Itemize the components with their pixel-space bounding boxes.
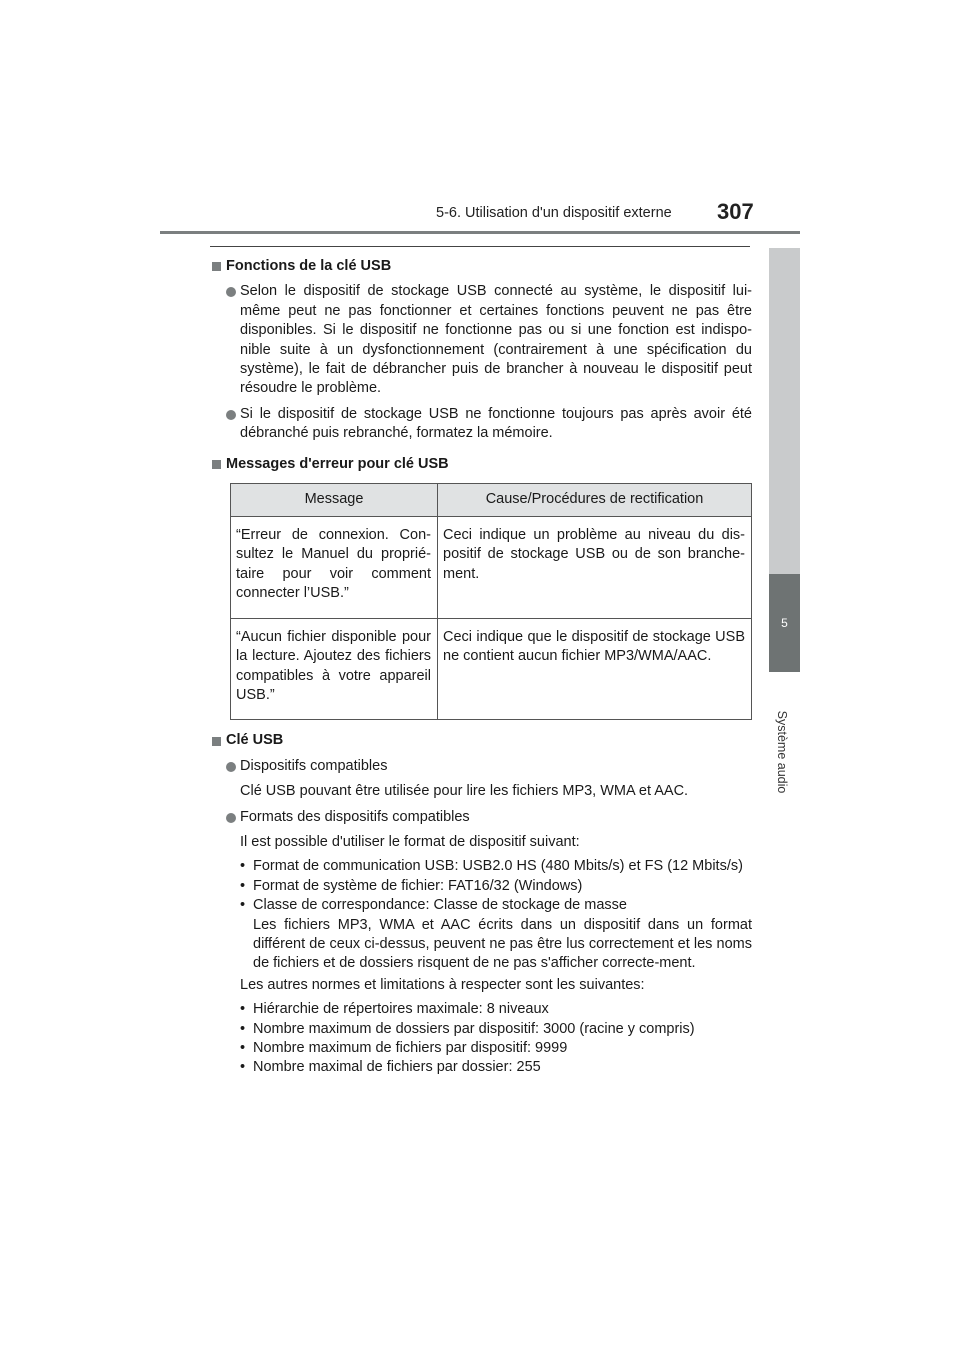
list-item: • Nombre maximal de fichiers par dossier: 255	[240, 1058, 752, 1077]
round-bullet-icon	[226, 287, 236, 297]
table-cell: “Erreur de connexion. Con-sultez le Manuel du proprié-taire pour voir comment connecter l’USB.”	[231, 517, 438, 619]
list-item-note: Les fichiers MP3, WMA et AAC écrits dans un dispositif dans un format différent de ceux ci-dessus, peuvent ne pas être lus correctement et les noms de fichiers et de dossiers risquent de ne pas s'afficher correcte-ment.	[253, 916, 752, 972]
table-header-row	[231, 484, 752, 517]
list-item: • Hiérarchie de répertoires maximale: 8 niveaux	[240, 1000, 752, 1019]
side-tab-bar	[769, 248, 800, 574]
list-item: • Classe de correspondance: Classe de stockage de masse	[240, 896, 752, 915]
paragraph: Clé USB pouvant être utilisée pour lire les fichiers MP3, WMA et AAC.	[240, 783, 689, 800]
chapter-title: 5-6. Utilisation d'un dispositif externe	[436, 205, 672, 221]
square-bullet-icon	[212, 262, 221, 271]
round-bullet-icon	[226, 762, 236, 772]
paragraph: Les autres normes et limitations à respecter sont les suivantes:	[240, 976, 645, 993]
side-tab-number: 5	[769, 574, 800, 672]
side-tab-label: Système audio	[775, 710, 789, 794]
table-row	[231, 618, 752, 720]
round-bullet-icon	[226, 813, 236, 823]
section-heading-usb: Clé USB	[212, 731, 752, 750]
bullet-item: Dispositifs compatibles	[212, 757, 752, 776]
bullet-item: Selon le dispositif de stockage USB connecté au système, le dispositif lui-même peut ne pas fonctionner et certaines fonctions peuvent ne pas être disponibles. Si le dispositif ne fonctionne pas ou si une fonction est indispo-nible suite à un dysfonctionnement (contrairement à une spécification du système), le fait de débrancher puis de brancher à nouveau le dispositif peut résoudre le problème.	[212, 282, 752, 398]
formats-list	[212, 857, 752, 973]
table-row	[231, 517, 752, 619]
paragraph: Il est possible d'utiliser le format de dispositif suivant:	[240, 833, 580, 850]
error-messages-table	[230, 483, 752, 720]
column-header: Message	[231, 484, 438, 517]
section-rule	[210, 246, 750, 247]
bullet-item: Si le dispositif de stockage USB ne fonctionne toujours pas après avoir été débranché puis rebranché, formatez la mémoire.	[212, 405, 752, 444]
header-rule	[160, 231, 800, 234]
limits-list	[212, 1000, 752, 1078]
square-bullet-icon	[212, 737, 221, 746]
table-cell: Ceci indique que le dispositif de stockage USB ne contient aucun fichier MP3/WMA/AAC.	[438, 618, 752, 720]
list-item: • Format de communication USB: USB2.0 HS (480 Mbits/s) et FS (12 Mbits/s)	[240, 857, 752, 876]
list-item: • Nombre maximum de fichiers par dispositif: 9999	[240, 1039, 752, 1058]
page-number: 307	[717, 199, 754, 224]
square-bullet-icon	[212, 460, 221, 469]
round-bullet-icon	[226, 410, 236, 420]
section-heading-errors: Messages d'erreur pour clé USB	[212, 455, 752, 474]
section-heading-functions: Fonctions de la clé USB	[212, 257, 752, 276]
list-item: • Format de système de fichier: FAT16/32 (Windows)	[240, 877, 752, 896]
page-content	[212, 253, 752, 1078]
list-item: • Nombre maximum de dossiers par dispositif: 3000 (racine y compris)	[240, 1020, 752, 1039]
column-header: Cause/Procédures de rectification	[438, 484, 752, 517]
table-cell: Ceci indique un problème au niveau du dis-positif de stockage USB ou de son branche-ment.	[438, 517, 752, 619]
bullet-item: Formats des dispositifs compatibles	[212, 808, 752, 827]
table-cell: “Aucun fichier disponible pour la lecture. Ajoutez des fichiers compatibles à votre appareil USB.”	[231, 618, 438, 720]
